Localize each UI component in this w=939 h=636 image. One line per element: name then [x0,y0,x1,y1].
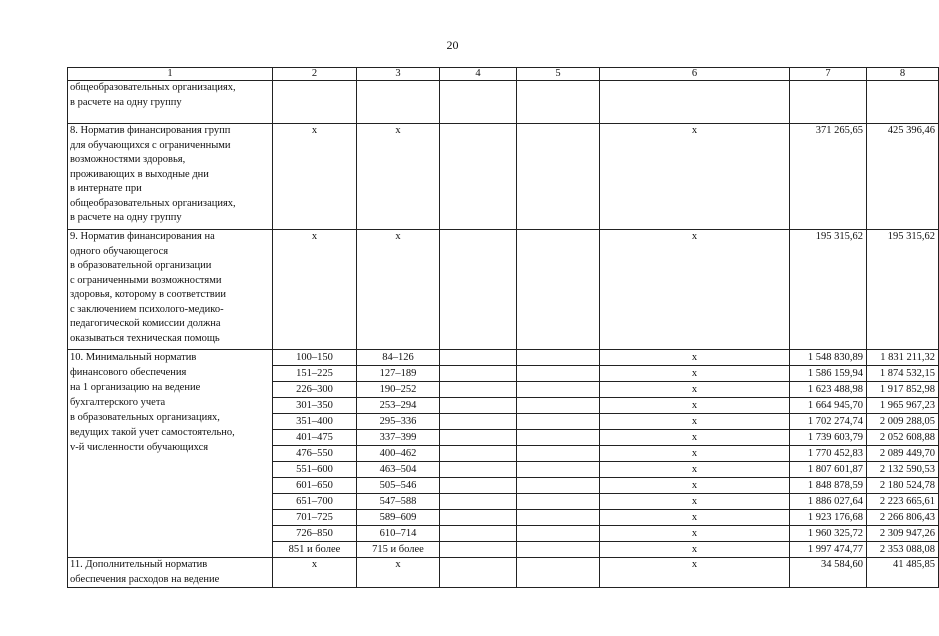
cell: х [273,230,357,350]
cell: х [600,510,790,526]
cell: 851 и более [273,542,357,558]
cell: 701–725 [273,510,357,526]
cell: х [600,478,790,494]
cell: 295–336 [357,414,440,430]
cell: 195 315,62 [867,230,939,350]
table-row [68,230,939,350]
cell: 610–714 [357,526,440,542]
cell: 34 584,60 [790,558,867,588]
cell: 425 396,46 [867,124,939,230]
cell: 1 917 852,98 [867,382,939,398]
cell: 463–504 [357,462,440,478]
cell: 400–462 [357,446,440,462]
cell: 726–850 [273,526,357,542]
table-row [68,558,939,588]
header-row [68,68,939,81]
cell: х [600,558,790,588]
cell: 337–399 [357,430,440,446]
row-description: общеобразовательных организациях, в расчете на одну группу [68,81,273,124]
page-number: 20 [446,38,459,52]
col-header-7: 7 [790,68,867,81]
cell: х [600,446,790,462]
cell: х [273,558,357,588]
cell: 2 052 608,88 [867,430,939,446]
col-header-2: 2 [273,68,357,81]
cell: х [600,526,790,542]
cell: 589–609 [357,510,440,526]
cell: 547–588 [357,494,440,510]
col-header-6: 6 [600,68,790,81]
cell: 1 848 878,59 [790,478,867,494]
cell: х [600,430,790,446]
cell: 1 965 967,23 [867,398,939,414]
cell: 2 223 665,61 [867,494,939,510]
cell: х [600,350,790,366]
table-row [68,81,939,124]
cell: 476–550 [273,446,357,462]
cell: 226–300 [273,382,357,398]
row-description: 10. Минимальный норматив финансового обеспечения на 1 организацию на ведение бухгалтерского учета в образовательных организациях, ведущих такой учет самостоятельно, v-й численности обучающихся [68,350,273,558]
cell: 2 089 449,70 [867,446,939,462]
col-header-1: 1 [68,68,273,81]
cell: 1 702 274,74 [790,414,867,430]
table-row [68,350,939,366]
cell: 151–225 [273,366,357,382]
cell: 715 и более [357,542,440,558]
cell: 401–475 [273,430,357,446]
cell: х [600,414,790,430]
cell: х [600,494,790,510]
cell: 505–546 [357,478,440,494]
cell: 2 353 088,08 [867,542,939,558]
cell: 551–600 [273,462,357,478]
cell: 2 132 590,53 [867,462,939,478]
col-header-4: 4 [440,68,517,81]
cell: 371 265,65 [790,124,867,230]
cell: 2 180 524,78 [867,478,939,494]
cell: х [600,382,790,398]
cell: 2 266 806,43 [867,510,939,526]
cell: х [600,398,790,414]
cell: х [273,124,357,230]
cell: х [600,542,790,558]
cell: 195 315,62 [790,230,867,350]
cell: х [357,124,440,230]
cell: х [600,230,790,350]
cell: 1 960 325,72 [790,526,867,542]
cell: 2 009 288,05 [867,414,939,430]
cell: 100–150 [273,350,357,366]
cell: 1 874 532,15 [867,366,939,382]
cell: 1 739 603,79 [790,430,867,446]
cell: 84–126 [357,350,440,366]
cell: х [600,366,790,382]
cell: 190–252 [357,382,440,398]
table-row [68,124,939,230]
cell: 2 309 947,26 [867,526,939,542]
col-header-8: 8 [867,68,939,81]
col-header-3: 3 [357,68,440,81]
cell: 1 664 945,70 [790,398,867,414]
cell: 1 997 474,77 [790,542,867,558]
normative-table [67,67,939,588]
cell: х [600,124,790,230]
cell: 1 807 601,87 [790,462,867,478]
cell: 1 548 830,89 [790,350,867,366]
cell: 41 485,85 [867,558,939,588]
row-description: 8. Норматив финансирования групп для обучающихся с ограниченными возможностями здоровья, проживающих в выходные дни в интернате при общеобразовательных организациях, в расчете на одну группу [68,124,273,230]
col-header-5: 5 [517,68,600,81]
cell: 301–350 [273,398,357,414]
cell: х [357,230,440,350]
cell: 1 586 159,94 [790,366,867,382]
cell: 1 831 211,32 [867,350,939,366]
row-description: 9. Норматив финансирования на одного обучающегося в образовательной организации с ограниченными возможностями здоровья, которому в соответствии с заключением психолого-медико- педагогической комиссии должна оказываться техническая помощь [68,230,273,350]
cell: х [357,558,440,588]
cell: 651–700 [273,494,357,510]
cell: 601–650 [273,478,357,494]
cell: 1 623 488,98 [790,382,867,398]
cell: х [600,462,790,478]
cell: 127–189 [357,366,440,382]
row-description: 11. Дополнительный норматив обеспечения расходов на ведение [68,558,273,588]
cell: 1 886 027,64 [790,494,867,510]
cell: 351–400 [273,414,357,430]
cell: 253–294 [357,398,440,414]
cell: 1 923 176,68 [790,510,867,526]
cell: 1 770 452,83 [790,446,867,462]
